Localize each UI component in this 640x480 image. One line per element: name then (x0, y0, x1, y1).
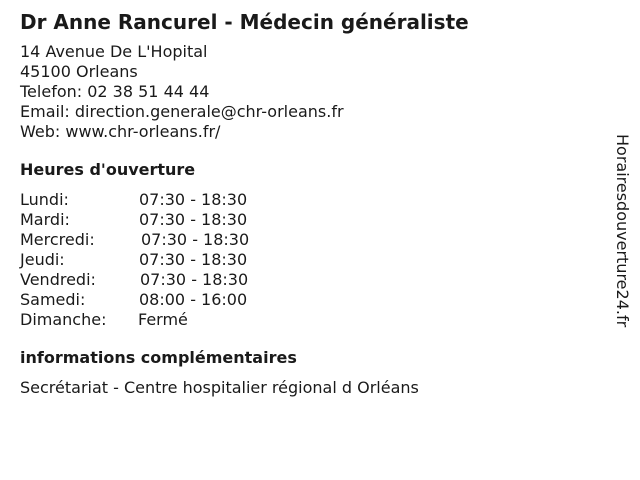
day-label: Mercredi: (20, 230, 95, 249)
time-value: 07:30 - 18:30 (139, 210, 248, 229)
time-value: 07:30 - 18:30 (139, 190, 248, 209)
email-line (20, 102, 600, 122)
time-value: 07:30 - 18:30 (141, 230, 250, 249)
day-label: Dimanche: (20, 310, 107, 329)
hours-row-tuesday (20, 210, 600, 230)
hours-row-saturday (20, 290, 600, 310)
phone-line: Telefon: 02 38 51 44 44 (20, 82, 210, 101)
day-label: Samedi: (20, 290, 86, 309)
web-label: Web: (20, 122, 66, 141)
info-heading: informations complémentaires (20, 348, 297, 367)
time-value: 07:30 - 18:30 (140, 270, 249, 289)
page-title: Dr Anne Rancurel - Médecin généraliste (20, 10, 469, 34)
web-line (20, 122, 600, 142)
hours-table (20, 190, 600, 330)
site-watermark (612, 134, 632, 374)
day-label: Vendredi: (20, 270, 96, 289)
email-label: Email: (20, 102, 75, 121)
practice-card (20, 8, 600, 398)
day-label: Lundi: (20, 190, 69, 209)
address-city: 45100 Orleans (20, 62, 138, 81)
day-label: Mardi: (20, 210, 70, 229)
hours-row-wednesday (20, 230, 600, 250)
hours-row-sunday (20, 310, 600, 330)
hours-heading: Heures d'ouverture (20, 160, 196, 179)
time-value: Fermé (138, 310, 188, 329)
address-street: 14 Avenue De L'Hopital (20, 42, 208, 61)
day-label: Jeudi: (20, 250, 65, 269)
site-watermark-text: Horairesdouverture24.fr (613, 134, 632, 328)
hours-row-thursday (20, 250, 600, 270)
hours-row-friday (20, 270, 600, 290)
info-text: Secrétariat - Centre hospitalier régional d Orléans (20, 378, 419, 397)
web-link[interactable]: www.chr-orleans.fr/ (65, 122, 221, 141)
hours-row-monday (20, 190, 600, 210)
time-value: 07:30 - 18:30 (139, 250, 248, 269)
time-value: 08:00 - 16:00 (139, 290, 248, 309)
email-link[interactable]: direction.generale@chr-orleans.fr (74, 102, 344, 121)
